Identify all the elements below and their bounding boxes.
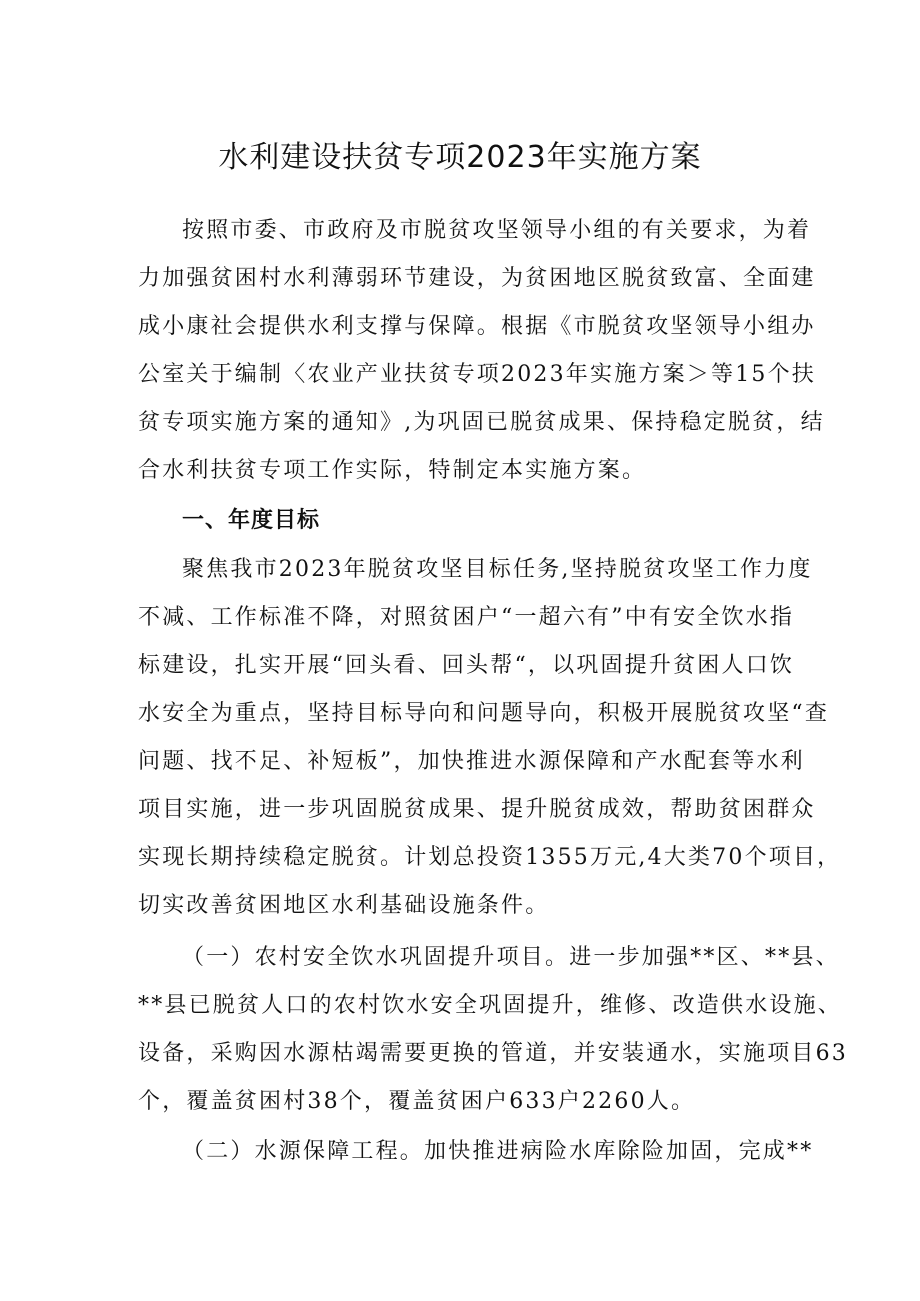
section-heading: 一、年度目标 (182, 508, 321, 533)
section1-line: 问题、找不足、补短板”，加快推进水源保障和产水配套等水利 (138, 749, 805, 774)
intro-line: 力加强贫困村水利薄弱环节建设，为贫困地区脱贫致富、全面建 (138, 266, 816, 291)
item1-line: 个，覆盖贫困村38个，覆盖贫困户633户2260人。 (138, 1089, 696, 1114)
document-title: 水利建设扶贫专项2023年实施方案 (218, 140, 702, 175)
item1-line: （一）农村安全饮水巩固提升项目。进一步加强**区、**县、 (182, 945, 840, 970)
intro-line: 按照市委、市政府及市脱贫攻坚领导小组的有关要求，为着 (182, 218, 812, 243)
intro-line: 成小康社会提供水利支撑与保障。根据《市脱贫攻坚领导小组办 (138, 314, 816, 339)
intro-line: 合水利扶贫专项工作实际，特制定本实施方案。 (138, 458, 647, 483)
section1-line: 标建设，扎实开展“回头看、回头帮“，以巩固提升贫困人口饮 (138, 653, 795, 678)
section1-line: 实现长期持续稳定脱贫。计划总投资1355万元,4大类70个项目， (138, 845, 842, 870)
intro-line: 公室关于编制〈农业产业扶贫专项2023年实施方案＞等15个扶 (138, 362, 816, 387)
item1-line: **县已脱贫人口的农村饮水安全巩固提升，维修、改造供水设施、 (138, 993, 843, 1018)
section1-line: 不减、工作标准不降，对照贫困户“一超六有”中有安全饮水指 (138, 605, 795, 630)
item2-line: （二）水源保障工程。加快推进病险水库除险加固，完成** (182, 1139, 814, 1164)
intro-line: 贫专项实施方案的通知》,为巩固已脱贫成果、保持稳定脱贫，结 (138, 410, 825, 435)
item1-line: 设备，采购因水源枯竭需要更换的管道，并安装通水，实施项目63 (138, 1041, 848, 1066)
section1-line: 切实改善贫困地区水利基础设施条件。 (138, 893, 550, 918)
section1-line: 聚焦我市2023年脱贫攻坚目标任务,坚持脱贫攻坚工作力度 (182, 557, 813, 582)
section1-line: 项目实施，进一步巩固脱贫成果、提升脱贫成效，帮助贫困群众 (138, 797, 816, 822)
section1-line: 水安全为重点，坚持目标导向和问题导向，积极开展脱贫攻坚“查 (138, 701, 830, 726)
